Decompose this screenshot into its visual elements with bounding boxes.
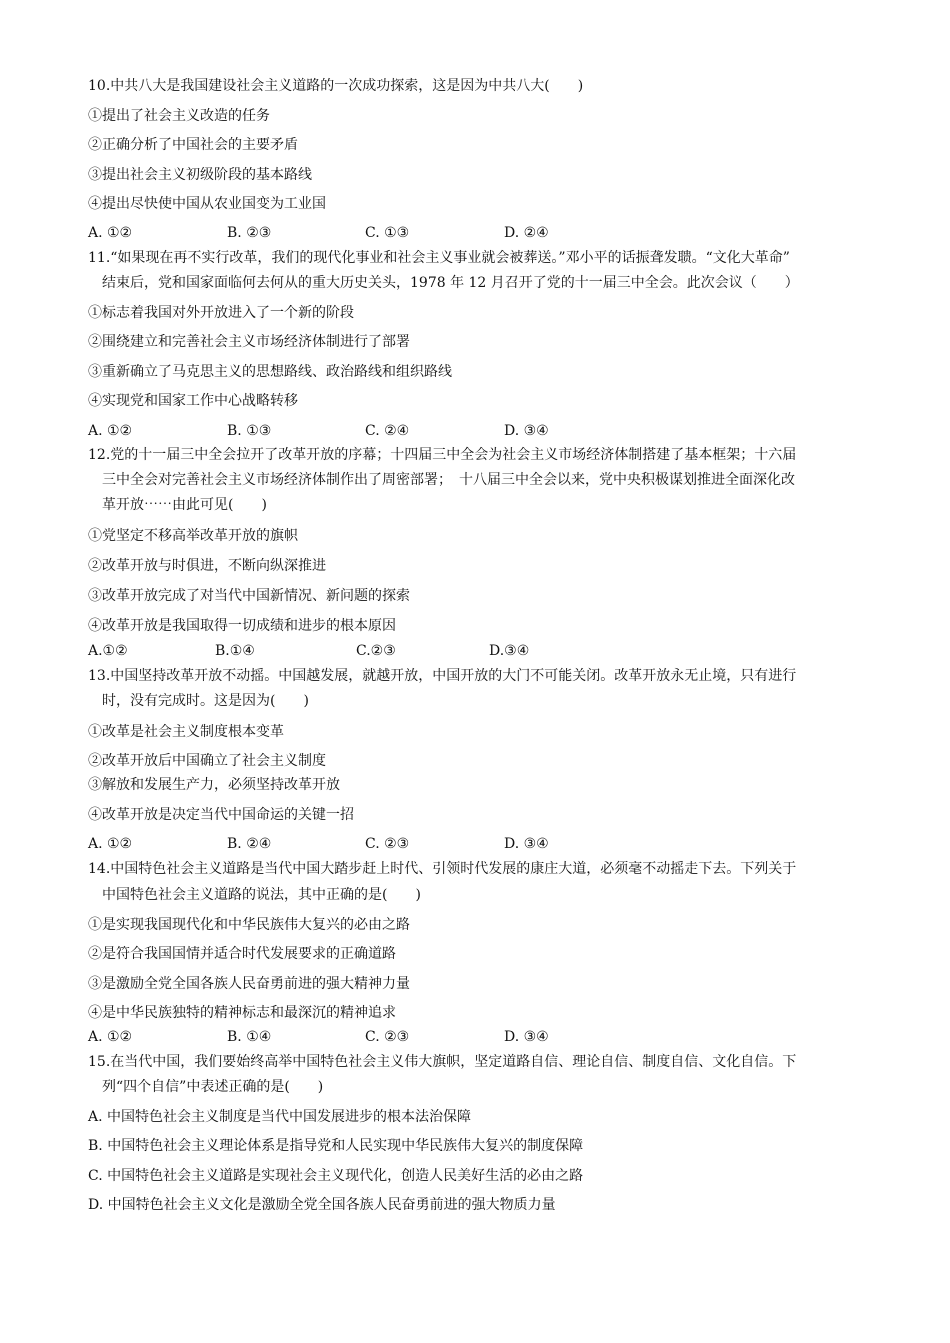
question-12-option-c: C.②③ [356, 643, 396, 659]
question-11-item-2: ②围绕建立和完善社会主义市场经济体制进行了部署 [88, 334, 410, 350]
question-14-item-4: ④是中华民族独特的精神标志和最深沉的精神追求 [88, 1005, 396, 1021]
question-14-stem-line-2: 中国特色社会主义道路的说法，其中正确的是( ) [102, 887, 421, 903]
question-12-stem-line-3: 革开放⋯⋯由此可见( ) [102, 497, 267, 513]
question-10-option-d: D. ②④ [504, 225, 549, 241]
question-10-option-c: C. ①③ [365, 225, 410, 241]
question-10-item-3: ③提出社会主义初级阶段的基本路线 [88, 167, 312, 183]
question-14-stem-line-1: 14.中国特色社会主义道路是当代中国大踏步赶上时代、引领时代发展的康庄大道，必须毫不动摇走下去。下列关于 [88, 861, 797, 877]
question-13-item-4: ④改革开放是决定当代中国命运的关键一招 [88, 807, 354, 823]
question-10-item-1: ①提出了社会主义改造的任务 [88, 108, 270, 124]
question-10-option-a: A. ①② [88, 225, 133, 241]
question-14-option-c: C. ②③ [365, 1029, 410, 1045]
question-12-item-4: ④改革开放是我国取得一切成绩和进步的根本原因 [88, 618, 396, 634]
question-11-option-d: D. ③④ [504, 423, 549, 439]
question-11-option-b: B. ①③ [227, 423, 272, 439]
question-12-option-b: B.①④ [215, 643, 255, 659]
question-13-stem-line-2: 时，没有完成时。这是因为( ) [102, 693, 309, 709]
question-11-option-a: A. ①② [88, 423, 133, 439]
question-13-option-b: B. ②④ [227, 836, 272, 852]
question-11-stem-line-1: 11.“如果现在再不实行改革，我们的现代化事业和社会主义事业就会被葬送。”邓小平的话振聋发聩。“文化大革命” [88, 250, 790, 266]
question-12-item-2: ②改革开放与时俱进，不断向纵深推进 [88, 558, 326, 574]
question-13-item-1: ①改革是社会主义制度根本变革 [88, 724, 284, 740]
question-14-item-1: ①是实现我国现代化和中华民族伟大复兴的必由之路 [88, 917, 410, 933]
question-12-item-3: ③改革开放完成了对当代中国新情况、新问题的探索 [88, 588, 410, 604]
question-13-option-d: D. ③④ [504, 836, 549, 852]
question-12-item-1: ①党坚定不移高举改革开放的旗帜 [88, 528, 298, 544]
question-14-option-d: D. ③④ [504, 1029, 549, 1045]
question-14-item-3: ③是激励全党全国各族人民奋勇前进的强大精神力量 [88, 976, 410, 992]
question-15-option-d: D. 中国特色社会主义文化是激励全党全国各族人民奋勇前进的强大物质力量 [88, 1197, 556, 1213]
question-14-option-a: A. ①② [88, 1029, 133, 1045]
question-10-item-4: ④提出尽快使中国从农业国变为工业国 [88, 196, 326, 212]
question-13-option-a: A. ①② [88, 836, 133, 852]
question-11-option-c: C. ②④ [365, 423, 410, 439]
question-15-stem-line-2: 列“四个自信”中表述正确的是( ) [102, 1079, 324, 1095]
question-12-option-a: A.①② [88, 643, 128, 659]
question-14-item-2: ②是符合我国国情并适合时代发展要求的正确道路 [88, 946, 396, 962]
question-15-option-a: A. 中国特色社会主义制度是当代中国发展进步的根本法治保障 [88, 1109, 472, 1125]
question-11-item-4: ④实现党和国家工作中心战略转移 [88, 393, 298, 409]
question-10-option-b: B. ②③ [227, 225, 272, 241]
question-13-stem-line-1: 13.中国坚持改革开放不动摇。中国越发展，就越开放，中国开放的大门不可能关闭。改革开放永无止境，只有进行 [88, 668, 797, 684]
question-12-stem-line-2: 三中全会对完善社会主义市场经济体制作出了周密部署； 十八届三中全会以来，党中央积极谋划推进全面深化改 [102, 472, 795, 488]
question-15-option-c: C. 中国特色社会主义道路是实现社会主义现代化，创造人民美好生活的必由之路 [88, 1168, 584, 1184]
question-14-option-b: B. ①④ [227, 1029, 272, 1045]
question-15-option-b: B. 中国特色社会主义理论体系是指导党和人民实现中华民族伟大复兴的制度保障 [88, 1138, 584, 1154]
question-13-item-2: ②改革开放后中国确立了社会主义制度 [88, 753, 326, 769]
question-13-option-c: C. ②③ [365, 836, 410, 852]
question-10-item-2: ②正确分析了中国社会的主要矛盾 [88, 137, 298, 153]
question-11-stem-line-2: 结束后，党和国家面临何去何从的重大历史关头，1978 年 12 月召开了党的十一届三中全会。此次会议（ ） [102, 275, 799, 291]
question-10-stem-line-1: 10.中共八大是我国建设社会主义道路的一次成功探索，这是因为中共八大( ) [88, 78, 584, 94]
question-13-item-3: ③解放和发展生产力，必须坚持改革开放 [88, 777, 340, 793]
question-12-option-d: D.③④ [489, 643, 530, 659]
question-12-stem-line-1: 12.党的十一届三中全会拉开了改革开放的序幕；十四届三中全会为社会主义市场经济体制搭建了基本框架；十六届 [88, 447, 797, 463]
question-11-item-3: ③重新确立了马克思主义的思想路线、政治路线和组织路线 [88, 364, 452, 380]
question-11-item-1: ①标志着我国对外开放进入了一个新的阶段 [88, 305, 354, 321]
question-15-stem-line-1: 15.在当代中国，我们要始终高举中国特色社会主义伟大旗帜，坚定道路自信、理论自信、制度自信、文化自信。下 [88, 1054, 797, 1070]
